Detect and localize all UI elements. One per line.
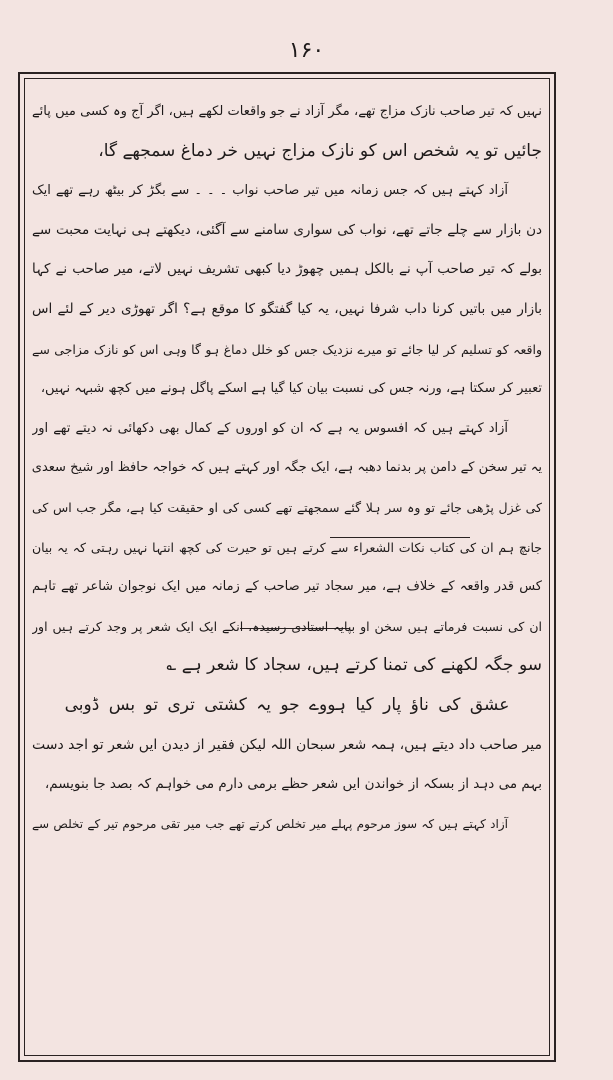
text-line: بہم می دہد از بسکہ از خواندن ایں شعر حظے برمی دارم می خواہم کہ بصد جا بنویسم، [44, 776, 542, 793]
text-line: جائیں تو یہ شخص اس کو نازک مزاج نہیں خر دماغ سمجھے گا، [98, 140, 542, 161]
text-line: عشق کی ناؤ پار کیا ہووے جو یہ کشتی تری تو بس ڈوبی [64, 694, 510, 715]
text-line: کس قدر واقعہ کے خلاف ہے، میر سجاد تیر صاحب کے زمانہ میں ایک نوجوان شاعر تھے تاہم [32, 579, 542, 595]
text-line: تعبیر کر سکتا ہے، ورنہ جس کی نسبت بیان کیا گیا ہے اسکے پاگل ہونے میں کچھ شبہہ نہیں، [40, 381, 542, 397]
text-line: آزاد کہتے ہیں کہ جس زمانہ میں تیر صاحب نواب ۔ ۔ ۔ سے بگڑ کر بیٹھ رہے تھے ایک [32, 183, 508, 199]
text-line: جانچ ہم ان کی کتاب نکات الشعراء سے کرتے ہیں تو حیرت کی کچھ انتہا نہیں رہتی کہ یہ بیان [32, 539, 542, 555]
page-number: ۱۶۰ [288, 38, 325, 63]
text-line: نہیں کہ تیر صاحب نازک مزاج تھے، مگر آزاد نے جو واقعات لکھے ہیں، اگر آج وہ کسی میں پائے [32, 104, 542, 119]
text-line: دن بازار سے چلے جاتے تھے، نواب کی سواری سامنے سے آگئی، دیکھتے ہی نہایت محبت سے [32, 221, 542, 238]
text-line: بولے کہ تیر صاحب آپ نے بالکل ہمیں چھوڑ دیا کبھی تشریف نہیں لاتے، میر صاحب نے کہا [32, 261, 542, 278]
text-line: آزاد کہتے ہیں کہ افسوس یہ ہے کہ ان کو اوروں کے کمال بھی دکھائی نہ دیتے تھے اور [32, 420, 508, 436]
text-line: میر صاحب داد دیتے ہیں، ہمہ شعر سبحان اللہ لیکن فقیر از دیدن ایں شعر تو اجد دست [32, 736, 542, 753]
text-line: سو جگہ لکھنے کی تمنا کرتے ہیں، سجاد کا شعر ہے ؎ [166, 655, 542, 676]
text-line: واقعہ کو تسلیم کر لیا جائے تو میرے نزدیک جس کو خلل دماغ ہو گا وہی اس کو نازک مزاجی سے [32, 341, 542, 357]
text-line: آزاد کہتے ہیں کہ سوز مرحوم پہلے میر تخلص کرتے تھے جب میر تقی مرحوم تیر کے تخلص سے [32, 816, 508, 831]
text-body [32, 92, 542, 1048]
text-line: بازار میں باتیں کرنا داب شرفا نہیں، یہ کیا گفتگو کا موقع ہے؟ اگر تھوڑی دیر کے لئے اس [32, 300, 542, 317]
text-line: کی غزل پڑھی جائے تو وہ سر ہلا گئے سمجھتے تھے کسی کی او حقیقت کیا ہے، مگر جب اس کی [32, 499, 542, 515]
text-line: ان کی نسبت فرماتے ہیں سخن او بپایہ استادی رسیدہ، انکے ایک ایک شعر پر وجد کرتے ہیں اور [32, 618, 542, 634]
text-line: یہ تیر سخن کے دامن پر بدنما دھبہ ہے، ایک جگہ اور کہتے ہیں کہ خواجہ حافظ اور شیخ سعدی [32, 460, 542, 476]
